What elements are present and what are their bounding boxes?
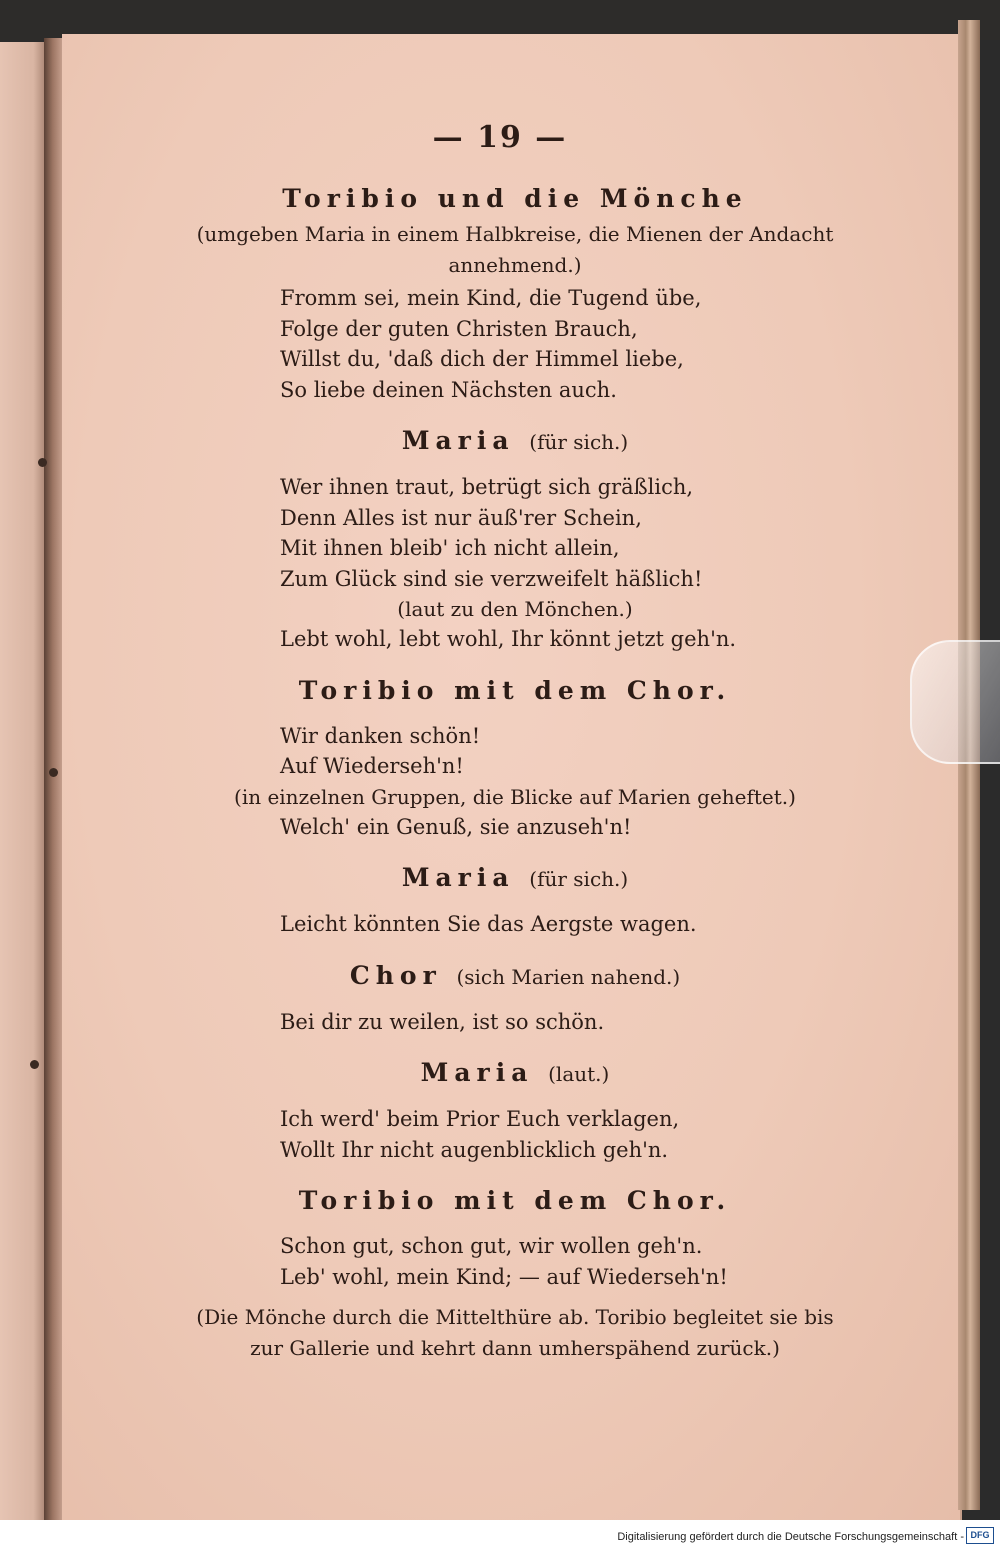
- verse-line: Schon gut, schon gut, wir wollen geh'n.: [280, 1234, 703, 1258]
- footer-band: [0, 1520, 1000, 1547]
- verse-line: So liebe deinen Nächsten auch.: [280, 377, 617, 402]
- stage-direction: (umgeben Maria in einem Halbkreise, die Mienen der Andacht annehmend.): [196, 222, 834, 277]
- verse-line: Welch' ein Genuß, sie anzuseh'n!: [280, 814, 632, 839]
- verse-line: Willst du, 'daß dich der Himmel liebe,: [280, 347, 684, 371]
- page-number: — 19 —: [432, 120, 568, 155]
- speaker-heading: [150, 425, 880, 458]
- speaker-heading: Toribio und die Mönche: [282, 184, 748, 213]
- verse-block: [280, 909, 880, 940]
- verse-block: [280, 1231, 880, 1292]
- speaker-name: Chor: [349, 960, 442, 990]
- speaker-direction: (laut.): [548, 1062, 610, 1086]
- verse-line: Ich werd' beim Prior Euch verklagen,: [280, 1107, 680, 1131]
- speaker-direction: (sich Marien nahend.): [456, 964, 681, 989]
- verse-block: [280, 472, 880, 594]
- verse-line: Zum Glück sind sie verzweifelt häßlich!: [280, 566, 703, 591]
- binding-hole: [49, 768, 58, 777]
- binding-hole: [30, 1060, 39, 1069]
- verse-line: Wollt Ihr nicht augenblicklich geh'n.: [280, 1137, 669, 1162]
- verse-line: Fromm sei, mein Kind, die Tugend übe,: [280, 286, 702, 310]
- speaker-heading: [150, 1057, 880, 1090]
- speaker-heading: Toribio mit dem Chor.: [298, 675, 732, 705]
- verse-line: Auf Wiederseh'n!: [280, 754, 464, 778]
- speaker-heading: Toribio mit dem Chor.: [298, 1186, 732, 1215]
- verse-block: [280, 1007, 880, 1038]
- verse-block: [280, 721, 880, 782]
- speaker-heading: [150, 862, 880, 895]
- verse-line: Folge der guten Christen Brauch,: [280, 316, 638, 341]
- page-stack-edge: [958, 20, 980, 1510]
- speaker-name: Maria: [401, 426, 515, 455]
- dfg-logo: DFG: [966, 1527, 994, 1544]
- verse-block: [280, 624, 880, 655]
- speaker-direction: (für sich.): [529, 430, 629, 454]
- verse-block: [280, 1104, 880, 1165]
- left-page-edge: [0, 42, 48, 1520]
- verse-line: Denn Alles ist nur äuß'rer Schein,: [280, 505, 642, 530]
- verse-line: Leicht könnten Sie das Aergste wagen.: [280, 912, 697, 936]
- speaker-name: Maria: [401, 863, 515, 892]
- verse-line: Wer ihnen traut, betrügt sich gräßlich,: [280, 475, 694, 499]
- speaker-heading: [150, 960, 880, 993]
- stage-direction: (Die Mönche durch die Mittelthüre ab. Toribio begleitet sie bis zur Gallerie und kehrt dann umherspähend zurück.): [196, 1305, 834, 1360]
- speaker-direction: (für sich.): [529, 867, 629, 891]
- page-clip: [910, 640, 1000, 764]
- verse-line: Bei dir zu weilen, ist so schön.: [280, 1009, 605, 1034]
- funding-credit: Digitalisierung gefördert durch die Deutsche Forschungsgemeinschaft -: [617, 1531, 964, 1543]
- verse-line: Lebt wohl, lebt wohl, Ihr könnt jetzt geh'n.: [280, 627, 737, 651]
- verse-line: Wir danken schön!: [280, 723, 481, 748]
- stage-direction: (in einzelnen Gruppen, die Blicke auf Marien geheftet.): [234, 784, 796, 809]
- verse-block: [280, 812, 880, 843]
- stage-direction: (laut zu den Mönchen.): [397, 597, 633, 621]
- speaker-name: Maria: [420, 1058, 534, 1087]
- verse-line: Mit ihnen bleib' ich nicht allein,: [280, 536, 620, 560]
- verse-line: Leb' wohl, mein Kind; — auf Wiederseh'n!: [280, 1264, 728, 1289]
- binding-hole: [38, 458, 47, 467]
- page-text: [150, 110, 880, 1364]
- verse-block: [280, 283, 880, 405]
